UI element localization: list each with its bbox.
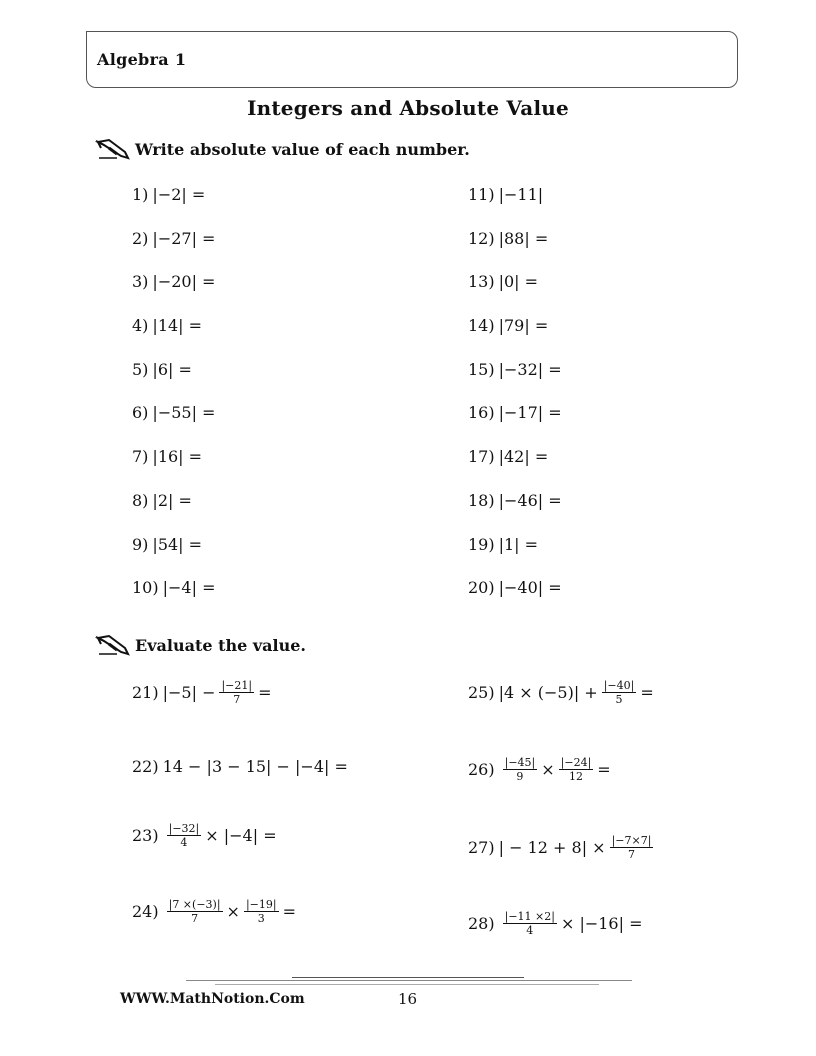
problem-expression: |14| = [152,316,203,335]
fraction [167,898,223,925]
section-1-text: Write absolute value of each number. [135,140,470,159]
denominator: 5 [615,693,623,706]
problem-27 [468,834,657,861]
problem-expression: |6| = [152,360,192,379]
problem-18 [468,491,562,510]
problem-2 [132,229,215,248]
problem-number: 20) [468,578,495,597]
problem-expression: |−40| = [498,578,562,597]
problem-number: 27) [468,838,495,857]
problem-17 [468,447,548,466]
problem-number: 17) [468,447,495,466]
worksheet-title: Integers and Absolute Value [247,96,569,120]
problem-expression: |−46| = [498,491,562,510]
problem-expression: |79| = [498,316,549,335]
problem-expression: |−55| = [152,403,216,422]
problem-expression: |−27| = [152,229,216,248]
problem-expression [163,679,272,706]
problem-26 [468,756,611,783]
header-box [86,31,738,88]
section-2-text: Evaluate the value. [135,636,306,655]
problem-25 [468,679,654,706]
problem-expression: |−17| = [498,403,562,422]
pencil-icon [95,634,131,656]
problem-9 [132,535,202,554]
problem-expression: |−2| = [152,185,206,204]
problem-16 [468,403,562,422]
problem-expression: |16| = [152,447,203,466]
problem-20 [468,578,562,597]
problem-number: 21) [132,683,159,702]
problem-1 [132,185,205,204]
expr-part: |−5| − [162,683,216,702]
problem-number: 6) [132,403,149,422]
problem-expression: |88| = [498,229,549,248]
denominator: 9 [516,770,524,783]
problem-11 [468,185,543,204]
expr-part: × |−4| = [205,826,277,845]
denominator: 12 [568,770,583,783]
fraction [610,834,654,861]
problem-number: 15) [468,360,495,379]
pencil-icon [95,138,131,160]
footer-divider-secondary [215,984,599,985]
problem-number: 16) [468,403,495,422]
denominator: 7 [233,693,241,706]
numerator: |7 ×(−3)| [168,898,221,911]
problem-14 [468,316,548,335]
problem-number: 12) [468,229,495,248]
problem-13 [468,272,538,291]
problem-3 [132,272,215,291]
page-number: 16 [398,990,418,1008]
problem-number: 26) [468,760,495,779]
problem-23 [132,822,277,849]
section-1-instruction [95,138,470,160]
problem-expression [499,834,658,861]
problem-number: 2) [132,229,149,248]
expr-part: = [597,760,611,779]
problem-expression: |−4| = [162,578,216,597]
numerator: |−40| [603,679,635,692]
problem-expression: |54| = [152,535,203,554]
problem-21 [132,679,272,706]
expr-part: |4 × (−5)| + [498,683,598,702]
problem-expression [499,756,611,783]
numerator: |−19| [245,898,277,911]
problem-8 [132,491,192,510]
problem-number: 22) [132,757,159,776]
numerator: |−11 ×2| [504,910,555,923]
denominator: 4 [180,836,188,849]
numerator: |−7×7| [611,834,652,847]
denominator: 7 [628,848,635,861]
expr-part: | − 12 + 8| × [498,838,606,857]
problem-6 [132,403,215,422]
problem-19 [468,535,538,554]
denominator: 4 [526,924,534,937]
problem-number: 13) [468,272,495,291]
numerator: |−45| [504,756,536,769]
problem-28 [468,910,642,937]
problem-number: 11) [468,185,495,204]
problem-number: 25) [468,683,495,702]
numerator: |−32| [168,822,200,835]
problem-expression: |−20| = [152,272,216,291]
problem-number: 5) [132,360,149,379]
problem-number: 8) [132,491,149,510]
problem-expression: 14 − |3 − 15| − |−4| = [162,757,348,776]
expr-part: × |−16| = [560,914,643,933]
section-2-instruction [95,634,306,656]
problem-expression: |42| = [498,447,549,466]
course-name: Algebra 1 [97,50,187,69]
fraction [244,898,279,925]
fraction [503,910,557,937]
problem-number: 10) [132,578,159,597]
problem-number: 9) [132,535,149,554]
fraction [219,679,254,706]
denominator: 7 [191,912,199,925]
problem-number: 1) [132,185,149,204]
expr-part: × [226,902,240,921]
problem-expression [163,898,296,925]
denominator: 3 [257,912,265,925]
problem-number: 19) [468,535,495,554]
problem-expression [163,822,277,849]
footer-divider-accent [292,977,524,978]
problem-12 [468,229,548,248]
problem-expression [499,910,643,937]
problem-number: 7) [132,447,149,466]
fraction [602,679,637,706]
footer-divider [186,980,632,981]
problem-expression: |2| = [152,491,192,510]
problem-24 [132,898,296,925]
fraction [559,756,594,783]
problem-number: 23) [132,826,159,845]
problem-4 [132,316,202,335]
expr-part: = [258,683,272,702]
expr-part: × [541,760,555,779]
problem-expression: |0| = [498,272,539,291]
problem-number: 3) [132,272,149,291]
problem-number: 28) [468,914,495,933]
problem-10 [132,578,215,597]
problem-number: 4) [132,316,149,335]
problem-number: 18) [468,491,495,510]
site-url: WWW.MathNotion.Com [120,991,305,1007]
problem-number: 14) [468,316,495,335]
fraction [503,756,538,783]
problem-7 [132,447,202,466]
problem-number: 24) [132,902,159,921]
expr-part: = [640,683,654,702]
problem-expression: |1| = [498,535,539,554]
problem-15 [468,360,562,379]
problem-22 [132,757,348,776]
problem-expression: |−32| = [498,360,562,379]
problem-expression: |−11| [498,185,544,204]
expr-part: = [282,902,296,921]
problem-5 [132,360,192,379]
numerator: |−21| [221,679,253,692]
fraction [167,822,202,849]
problem-expression [499,679,654,706]
numerator: |−24| [560,756,592,769]
